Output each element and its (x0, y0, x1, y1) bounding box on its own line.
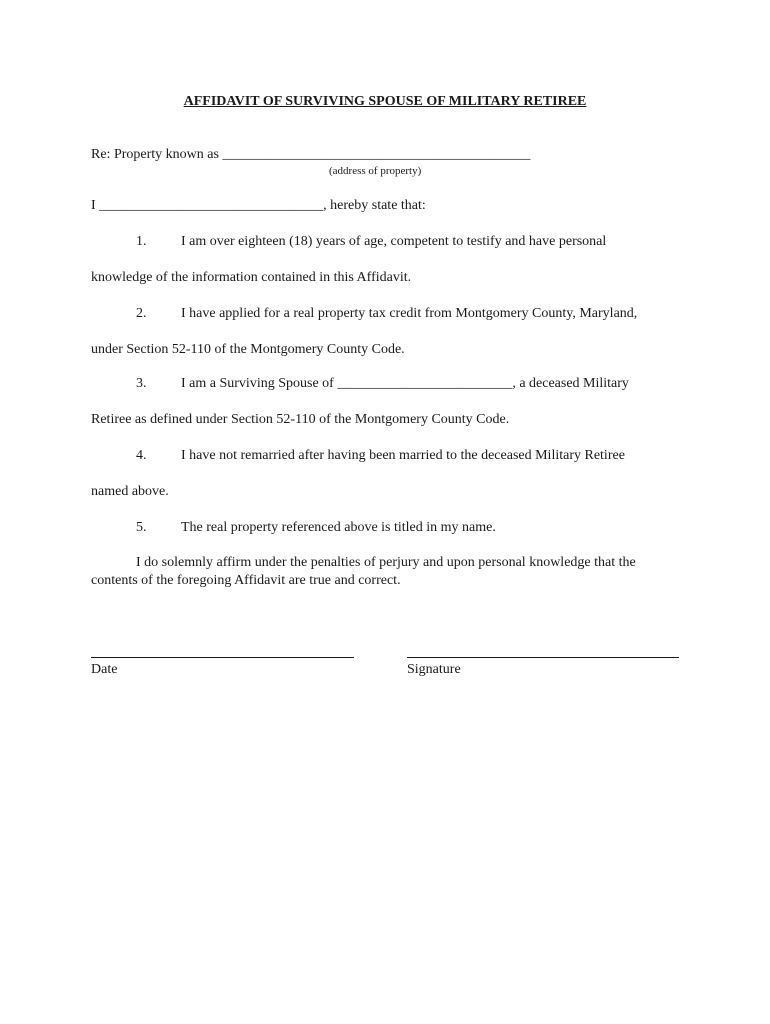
item-text: I have applied for a real property tax credit from Montgomery County, Maryland, (181, 306, 638, 321)
signature-label: Signature (407, 662, 461, 677)
property-caption: (address of property) (329, 165, 422, 177)
item-number: 2. (136, 306, 147, 321)
item-text: I have not remarried after having been married to the deceased Military Retiree (181, 448, 625, 463)
document-title: AFFIDAVIT OF SURVIVING SPOUSE OF MILITARY RETIREE (183, 94, 587, 109)
item-continuation: under Section 52-110 of the Montgomery County Code. (91, 342, 405, 357)
affirmation-line-2: contents of the foregoing Affidavit are true and correct. (91, 573, 401, 588)
date-signature-line (91, 657, 354, 658)
item-text: I am over eighteen (18) years of age, competent to testify and have personal (181, 234, 607, 249)
item-number: 4. (136, 448, 147, 463)
item-number: 5. (136, 520, 147, 535)
item-text: The real property referenced above is titled in my name. (181, 520, 496, 535)
item-continuation: knowledge of the information contained in this Affidavit. (91, 270, 412, 285)
item-number: 1. (136, 234, 147, 249)
item-text: I am a Surviving Spouse of _________________________, a deceased Military (181, 376, 629, 391)
affirmation-line-1: I do solemnly affirm under the penalties of perjury and upon personal knowledge that the (136, 555, 636, 570)
date-label: Date (91, 662, 118, 677)
item-continuation: Retiree as defined under Section 52-110 of the Montgomery County Code. (91, 412, 510, 427)
signature-line (407, 657, 679, 658)
item-continuation: named above. (91, 484, 169, 499)
declarant-line: I ________________________________, hereby state that: (91, 198, 426, 213)
property-line: Re: Property known as ____________________________________________ (91, 147, 531, 162)
item-number: 3. (136, 376, 147, 391)
